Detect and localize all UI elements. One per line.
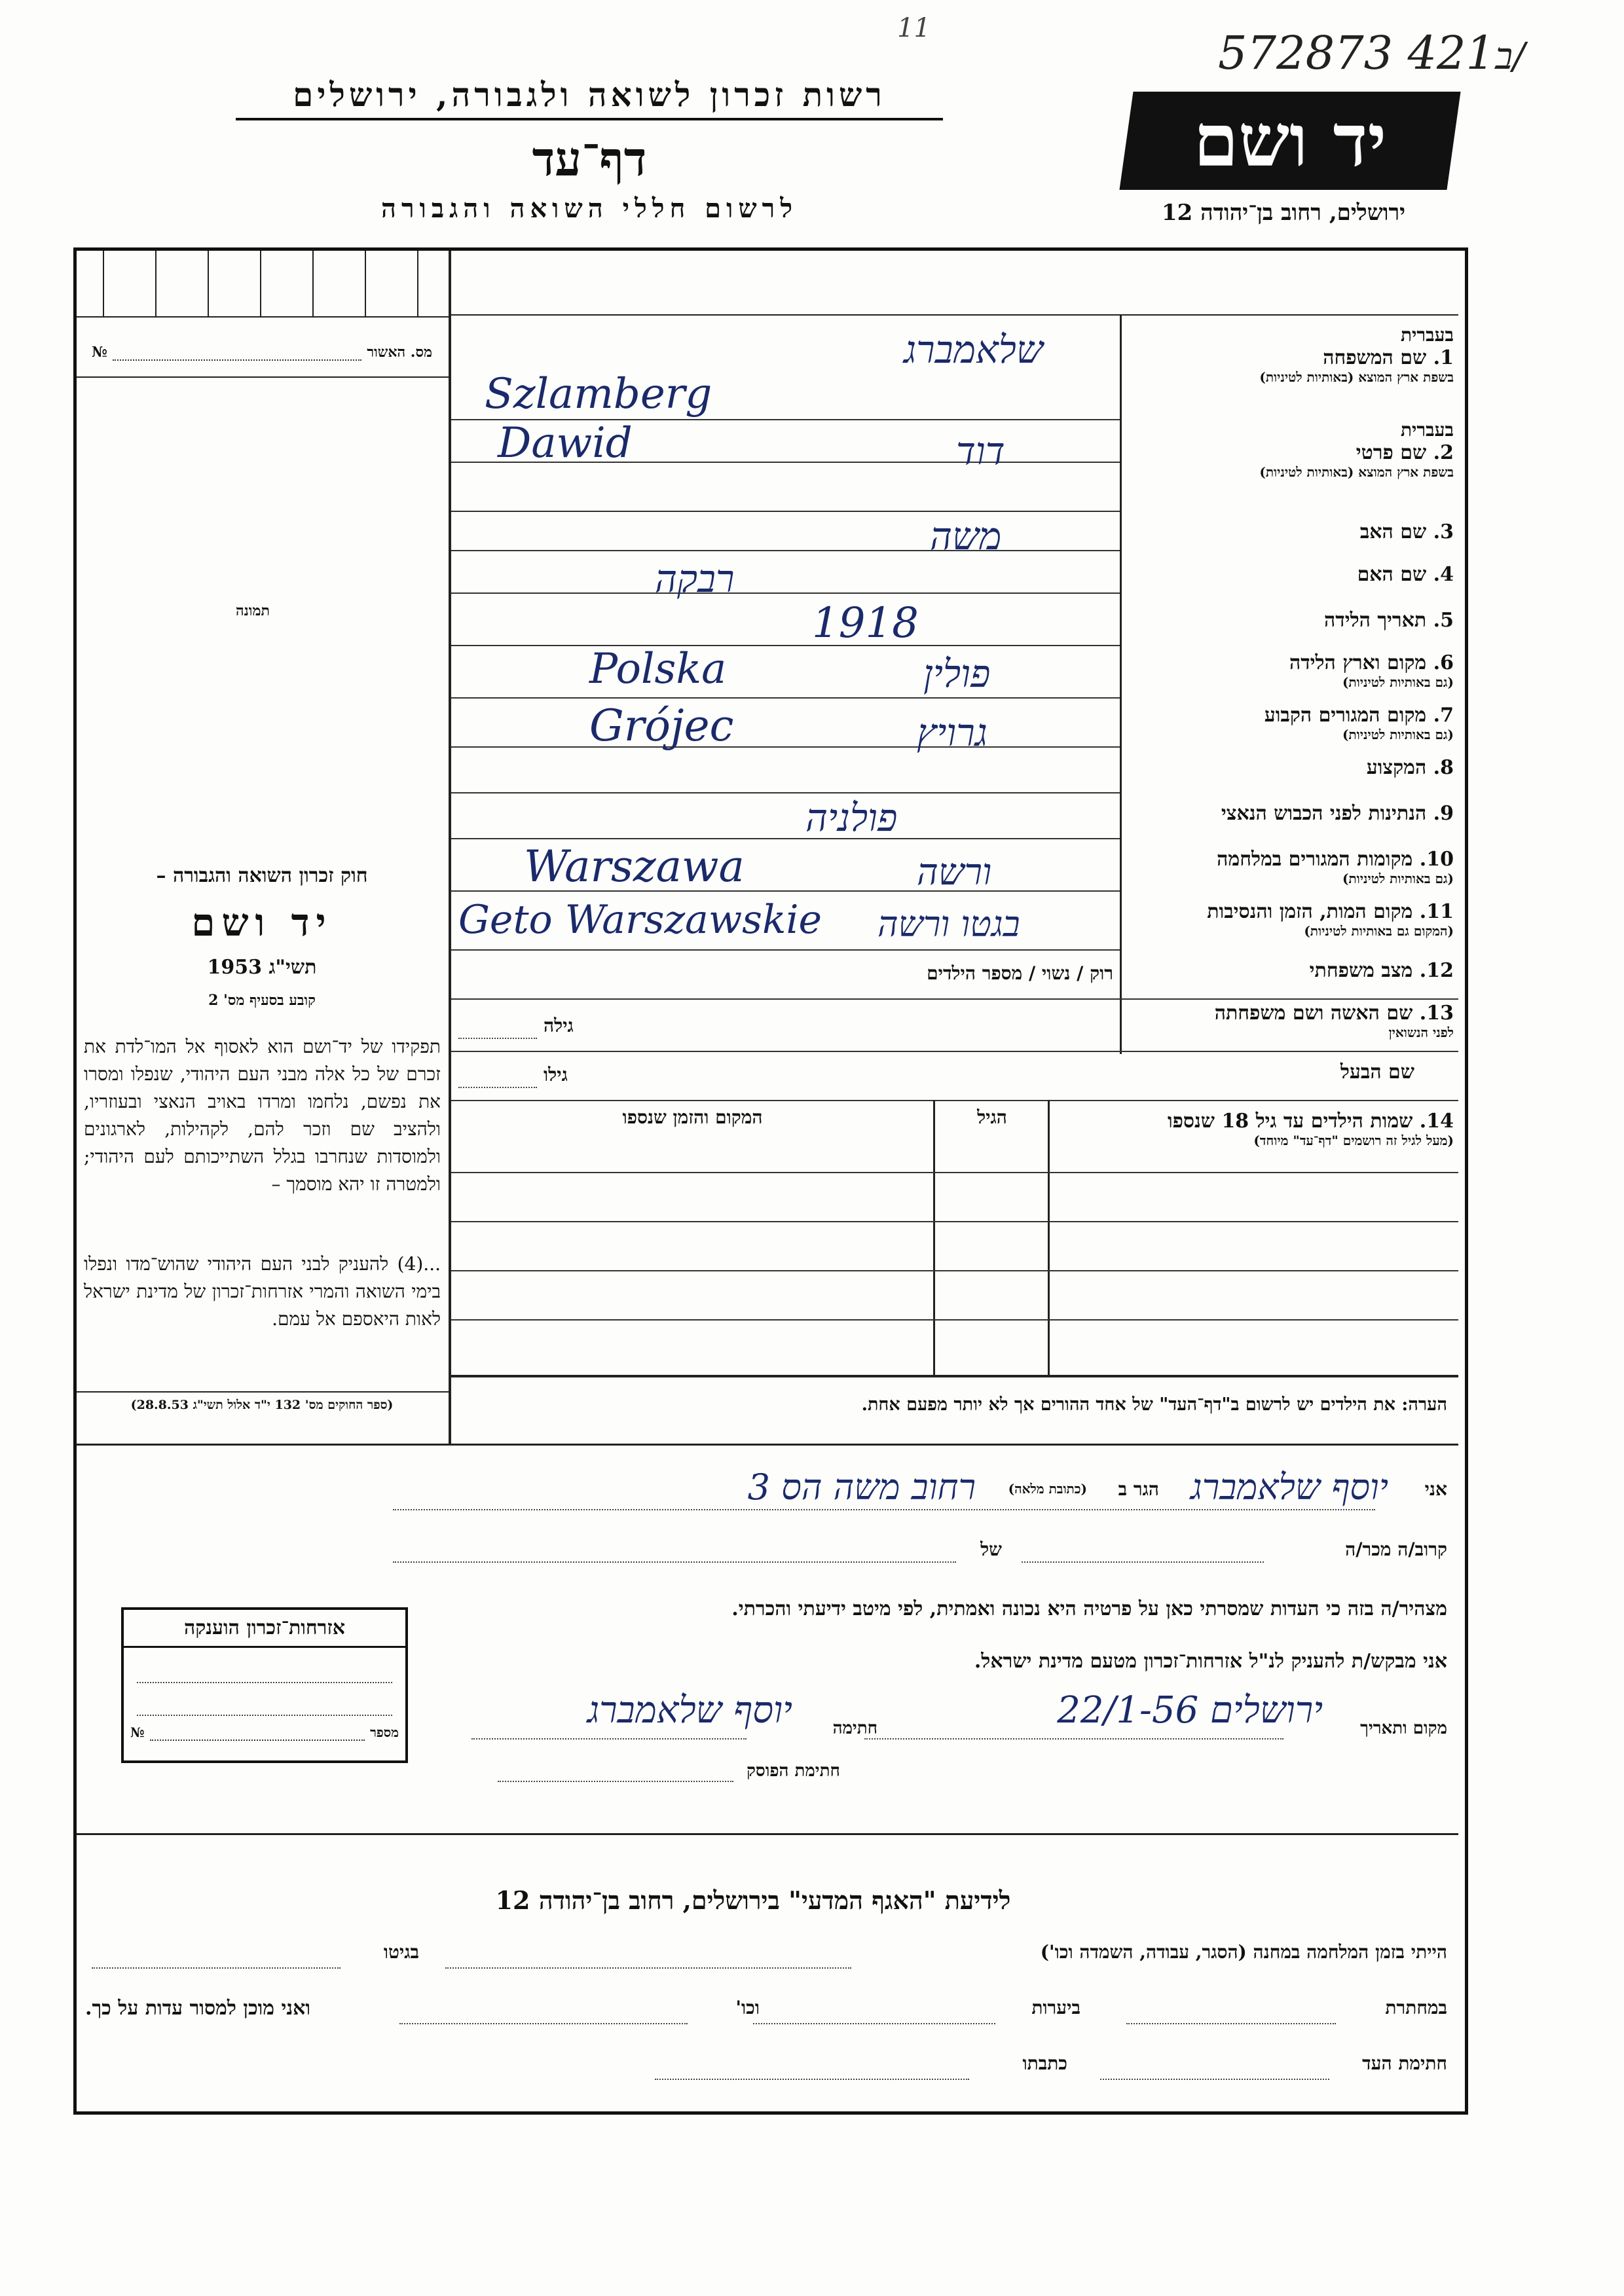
law-source: (ספר החוקים מס' 132 י"ד אלול תשי"ג 28.8.53) [130, 1398, 394, 1412]
field-5-num: 5. [1433, 609, 1454, 632]
footer-underground: במחתרת [1385, 1997, 1447, 2018]
logo-text: יד ושם [1193, 98, 1387, 183]
field-13-note: לפני הנשואין [1388, 1025, 1454, 1040]
field-10-label [1126, 848, 1454, 887]
field-10-num: 10. [1419, 848, 1454, 871]
field-11-label [1126, 900, 1454, 939]
field-13-age-line[interactable] [458, 1038, 537, 1039]
field-7-num: 7. [1433, 704, 1454, 727]
field-7-value-hebrew[interactable]: גרויץ [917, 710, 987, 755]
archive-suffix: ב/ [1495, 35, 1525, 78]
field-11-value-hebrew[interactable]: בגטו ורשה [877, 903, 1020, 945]
children-label: שמות הילדים עד גיל 18 שנספו [1167, 1110, 1413, 1133]
citizenship-number-line[interactable] [150, 1724, 365, 1741]
declaration-statement: מצהיר/ה בזה כי העדות שמסרתי כאן על פרטיה היא נכונה ואמתית, לפי מיטב ידיעתי והכרתי. [731, 1597, 1447, 1620]
citizenship-granted-box [121, 1607, 408, 1763]
footer-line-2 [85, 1997, 1447, 2030]
field-6-num: 6. [1433, 651, 1454, 674]
field-1-value-hebrew[interactable]: שלאמברג [904, 327, 1043, 372]
citizenship-number-row [130, 1724, 399, 1741]
footer-testimony: ואני מוכן למסור עדות על כך. [85, 1997, 311, 2020]
citizenship-box-title: אזרחות־זכרון הוענקה [124, 1610, 405, 1648]
law-clause: קובע בסעיף מס' 2 [208, 992, 316, 1009]
approval-line [113, 344, 361, 361]
field-1-label [1126, 324, 1454, 386]
declaration-line-2 [92, 1535, 1447, 1568]
children-col-age: הגיל [977, 1106, 1007, 1128]
place-date-label: מקום ותאריך [1360, 1719, 1447, 1738]
declaration-address-note: (כתובת מלאה) [1008, 1481, 1087, 1497]
witness-address-line[interactable] [655, 2079, 969, 2080]
field-10-note: (גם באותיות לטיניות) [1342, 871, 1454, 886]
top-strip [77, 251, 450, 316]
declarant-address[interactable]: רחוב משה הס 3 [747, 1467, 976, 1508]
field-4-name: שם האם [1357, 563, 1427, 586]
institution-name: רשות זכרון לשואה ולגבורה, ירושלים [236, 75, 943, 120]
husband-age-label: גילו [544, 1064, 568, 1085]
children-col-place: המקום והזמן שנספו [622, 1106, 763, 1128]
form-subtitle: לרשום חללי השואה והגבורה [380, 193, 798, 224]
field-10-name: מקומות המגורים במלחמה [1217, 848, 1413, 871]
footer-line-3 [85, 2052, 1447, 2085]
field-3-value[interactable]: משה [930, 514, 1002, 558]
witness-address-label: כתבתו [1022, 2052, 1067, 2074]
field-13-label [1126, 1002, 1454, 1041]
field-7-note: (גם באותיות לטיניות) [1342, 727, 1454, 742]
field-8-num: 8. [1433, 756, 1454, 779]
field-6-name: מקום וארץ הלידה [1289, 651, 1427, 674]
field-5-label [1126, 609, 1454, 632]
field-12-options[interactable]: רוק / נשוי / מספר הילדים [927, 962, 1113, 984]
field-5-value[interactable]: 1918 [812, 599, 919, 647]
field-2-label [1126, 419, 1454, 481]
field-6-value-latin[interactable]: Polska [589, 645, 727, 693]
declaration-ani: אני [1424, 1478, 1447, 1500]
law-name: יד ושם [191, 900, 333, 945]
of-label: של [980, 1539, 1002, 1560]
citizenship-no-sign: № [130, 1724, 145, 1740]
field-11-note: (המקום גם באותיות לטיניות) [1304, 923, 1454, 939]
field-9-value[interactable]: פולניה [805, 795, 898, 840]
law-year: תשי"ג 1953 [207, 956, 317, 979]
field-2-name: שם פרטי [1356, 441, 1427, 464]
declarant-name[interactable]: יוסף שלאמברג [1190, 1467, 1388, 1508]
relative-label: קרוב/ה מכר/ה [1345, 1539, 1447, 1560]
field-6-value-hebrew[interactable]: פולין [923, 651, 991, 696]
field-7-value-latin[interactable]: Grójec [589, 701, 734, 751]
yad-vashem-logo [1119, 92, 1460, 190]
photo-placeholder-label: תמונה [236, 602, 270, 619]
footer-etc: וכו' [735, 1997, 760, 2018]
field-12-label [1126, 959, 1454, 982]
field-3-label [1126, 520, 1454, 543]
field-2-note: בשפת ארץ המוצא (באותיות לטיניות) [1259, 464, 1454, 480]
witness-signature-label: חתימת העד [1362, 2052, 1447, 2074]
declaration-line-1 [92, 1467, 1447, 1512]
field-2-value-latin[interactable]: Dawid [498, 419, 633, 467]
field-12-num: 12. [1419, 959, 1454, 982]
remark-note: הערה: את הילדים יש לרשום ב"דף־העד" של אחד ההורים אך לא יותר מפעם אחת. [861, 1394, 1447, 1415]
field-12-name: מצב משפחתי [1309, 959, 1413, 982]
field-4-value[interactable]: רבקה [655, 556, 735, 601]
no-sign: № [92, 344, 107, 361]
witness-signature-line[interactable] [1100, 2079, 1329, 2080]
field-6-label [1126, 651, 1454, 691]
approval-number [92, 344, 432, 361]
field-9-label [1126, 802, 1454, 825]
law-title: חוק זכרון השואה והגבורה – [156, 864, 368, 887]
address-line: ירושלים, רחוב בן־יהודה 12 [1161, 200, 1406, 226]
ghetto-input-line[interactable] [92, 1967, 341, 1969]
field-5-name: תאריך הלידה [1324, 609, 1427, 632]
field-1-num: 1. [1433, 346, 1454, 369]
field-8-name: המקצוע [1366, 756, 1427, 779]
field-1-note: בשפת ארץ המוצא (באותיות לטיניות) [1259, 369, 1454, 385]
field-3-num: 3. [1433, 520, 1454, 543]
declaration-request: אני מבקש/ת להעניק לנ"ל אזרחות־זכרון מטעם מדינת ישראל. [974, 1650, 1447, 1673]
field-8-label [1126, 756, 1454, 779]
children-num: 14. [1419, 1110, 1454, 1133]
forests-input-line[interactable] [753, 2023, 995, 2024]
archive-number: 572873 421ב/ [1218, 26, 1525, 80]
field-2-value-hebrew[interactable]: דוד [956, 429, 1005, 473]
law-text-citizenship: ...(4) להעניק לבני העם היהודי שהוש־מדו ונפלו בימי השואה והמרי אזרחות־זכרון של מדינת ישראל לאות היאספם אל עמם. [84, 1253, 441, 1330]
field-10-value-latin[interactable]: Warszawa [524, 841, 745, 892]
field-11-name: מקום המות, הזמן והנסיבות [1207, 900, 1413, 923]
camp-input-line[interactable] [445, 1967, 851, 1969]
underground-input-line[interactable] [1126, 2023, 1336, 2024]
field-1-lang-label: בעברית [1400, 324, 1454, 346]
field-3-name: שם האב [1359, 520, 1427, 543]
field-7-label [1126, 704, 1454, 743]
field-13-num: 13. [1419, 1002, 1454, 1025]
approval-no-label: מס. האשור [367, 344, 432, 361]
etc-input-line[interactable] [399, 2023, 688, 2024]
top-mark: 11 [897, 13, 931, 43]
children-note: (מעל לגיל זה רושמים "דף־עד" מיוחד) [1253, 1133, 1454, 1148]
field-2-lang-label: בעברית [1400, 419, 1454, 441]
field-4-label [1126, 563, 1454, 586]
field-11-num: 11. [1419, 900, 1454, 923]
form-title: דף־עד [532, 131, 647, 187]
footer-forests: ביערות [1031, 1997, 1080, 2018]
husband-label: שם הבעל [1340, 1061, 1414, 1084]
field-13-age-label: גילה [544, 1015, 574, 1036]
field-1-name: שם המשפחה [1323, 346, 1427, 369]
husband-age-line[interactable] [458, 1087, 537, 1088]
field-9-num: 9. [1433, 802, 1454, 825]
field-6-note: (גם באותיות לטיניות) [1342, 674, 1454, 690]
field-4-num: 4. [1433, 563, 1454, 586]
field-10-value-hebrew[interactable]: ורשה [917, 851, 992, 894]
footer-title: לידיעת "האגף המדעי" בירושלים, רחוב בן־יהודה 12 [495, 1886, 1011, 1915]
place-date-value[interactable]: ירושלים 22/1-56 [1057, 1689, 1323, 1732]
children-header [1054, 1110, 1454, 1149]
law-text-main: תפקידו של יד־ושם הוא לאסוף אל המו־לדת את זכרם של כל אלה מבני העם היהודי, שנפלו ומסרו את נפשם, נלחמו ומרדו באויב הנאצי ובעוזריו, ולהציב שם וזכר להם, לקהילות, לארגונים ולמוסדות שנחרבו בגלל השתייכותם לעם היהודי; ולמטרה זו יהא מוסמך – [84, 1036, 441, 1195]
field-2-num: 2. [1433, 441, 1454, 464]
field-1-value-latin[interactable]: Szlamberg [485, 370, 712, 418]
signature-label: חתימה [832, 1719, 877, 1738]
declaration-resides: הגר ב [1118, 1478, 1159, 1500]
citizenship-number-label: מספר [370, 1724, 399, 1740]
field-11-value-latin[interactable]: Geto Warszawskie [458, 897, 822, 943]
field-9-name: הנתינות לפני הכבוש הנאצי [1221, 802, 1427, 825]
footer-ghetto-label: בגיטו [383, 1941, 419, 1963]
footer-line-1 [85, 1941, 1447, 1974]
declarant-signature[interactable]: יוסף שלאמברג [587, 1689, 792, 1732]
field-7-name: מקום המגורים הקבוע [1264, 704, 1427, 727]
judge-signature-label: חתימת הפוסק [747, 1761, 840, 1781]
footer-camp-text: הייתי בזמן המלחמה במחנה (הסגר, עבודה, השמדה וכו') [1040, 1941, 1447, 1963]
field-13-name: שם האשה ושם משפחתה [1214, 1002, 1413, 1025]
